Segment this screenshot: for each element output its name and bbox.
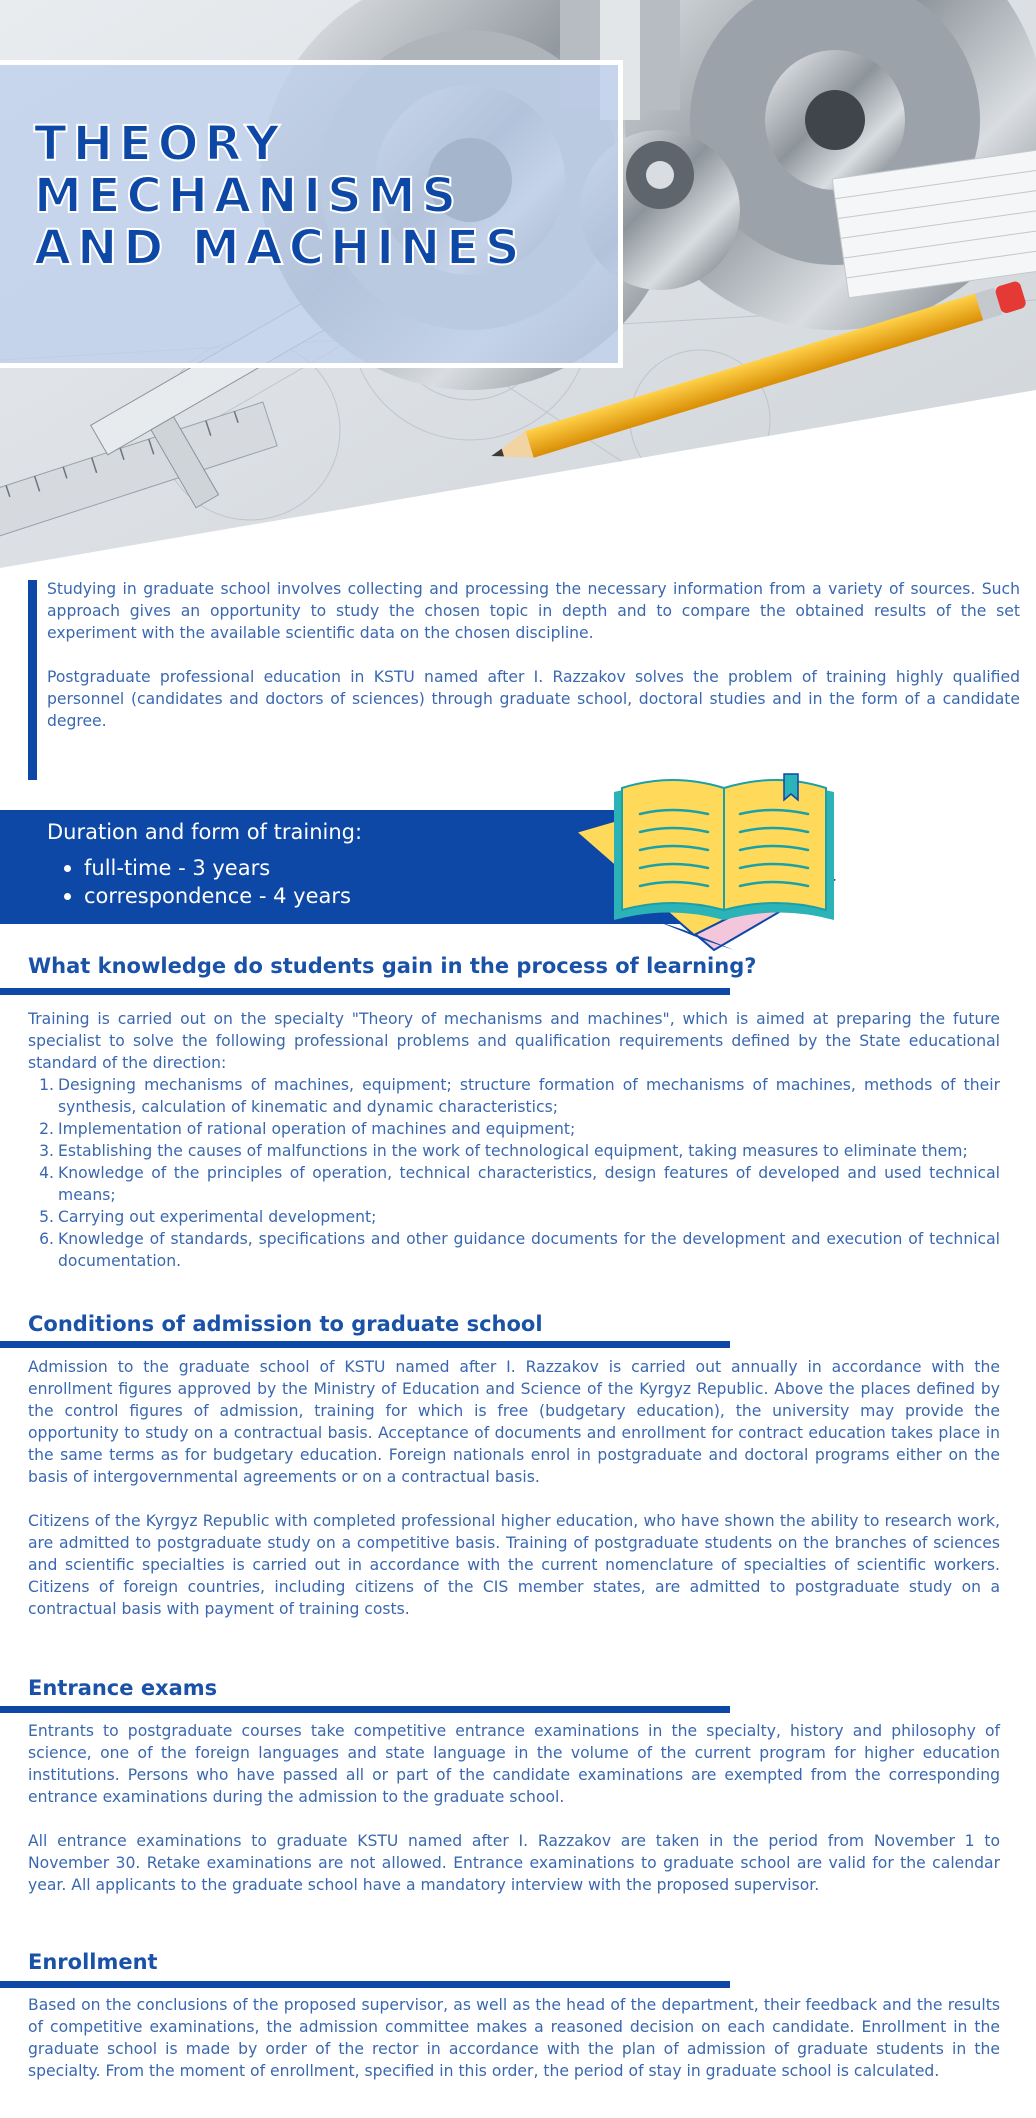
list-item-text: Knowledge of standards, specifications and other guidance documents for the development and execution of technical documentation. [58,1230,1000,1270]
list-item-text: Designing mechanisms of machines, equipment; structure formation of mechanisms of machines, methods of their synthesis, calculation of kinematic and dynamic characteristics; [58,1076,1000,1116]
exams-paragraph-2: All entrance examinations to graduate KSTU named after I. Razzakov are taken in the period from November 1 to November 30. Retake examinations are not allowed. Entrance examinations to graduate school are valid for the calendar year. All applicants to the graduate school have a mandatory interview with the proposed supervisor. [28,1832,1000,1894]
intro-section [47,578,1020,732]
exams-paragraph-1: Entrants to postgraduate courses take competitive entrance examinations in the specialty, history and philosophy of science, one of the foreign languages and state language in the volume of the current program for higher education institutions. Persons who have passed all or part of the candidate examinations are exempted from the corresponding entrance examinations during the admission to the graduate school. [28,1722,1000,1806]
enrollment-paragraph-1: Based on the conclusions of the proposed supervisor, as well as the head of the department, their feedback and the results of competitive examinations, the admission committee makes a reasoned decision on each candidate. Enrollment in the graduate school is made by order of the rector in accordance with the plan of admission of graduate students in the specialty. From the moment of enrollment, specified in this order, the period of stay in graduate school is calculated. [28,1996,1000,2080]
admission-heading: Conditions of admission to graduate school [28,1312,543,1336]
knowledge-divider [0,988,730,995]
duration-list [64,854,351,910]
exams-divider [0,1706,730,1713]
knowledge-list [28,1074,1000,1272]
list-item [28,1140,1000,1162]
intro-accent-bar [28,580,37,780]
list-item-number: 4. [39,1164,54,1182]
open-book-icon [574,770,854,960]
list-item-number: 1. [39,1076,54,1094]
list-item [28,1162,1000,1206]
admission-section [28,1356,1000,1620]
list-item-text: Knowledge of the principles of operation, technical characteristics, design features of developed and used technical means; [58,1164,1000,1204]
intro-paragraph-2: Postgraduate professional education in KSTU named after I. Razzakov solves the problem of training highly qualified personnel (candidates and doctors of sciences) through graduate school, doctoral studies and in the form of a candidate degree. [47,668,1020,730]
list-item-text: Establishing the causes of malfunctions in the work of technological equipment, taking measures to eliminate them; [58,1142,968,1160]
intro-paragraph-1: Studying in graduate school involves collecting and processing the necessary information from a variety of sources. Such approach gives an opportunity to study the chosen topic in depth and to compare the obtained results of the set experiment with the available scientific data on the chosen discipline. [47,580,1020,642]
admission-divider [0,1341,730,1348]
title-line-3: AND MACHINES [34,220,526,276]
knowledge-intro: Training is carried out on the specialty "Theory of mechanisms and machines", which is aimed at preparing the future specialist to solve the following professional problems and qualification requirements defined by the State educational standard of the direction: [28,1010,1000,1072]
duration-item-full-time: full-time - 3 years [64,854,351,882]
list-item [28,1118,1000,1140]
hero-banner [0,0,1036,568]
list-item-number: 6. [39,1230,54,1248]
list-item [28,1228,1000,1272]
list-item-number: 3. [39,1142,54,1160]
exams-heading: Entrance exams [28,1676,218,1700]
list-item [28,1206,1000,1228]
knowledge-heading: What knowledge do students gain in the process of learning? [28,954,757,978]
list-item-number: 5. [39,1208,54,1226]
enrollment-divider [0,1981,730,1988]
list-item-text: Implementation of rational operation of machines and equipment; [58,1120,576,1138]
admission-paragraph-2: Citizens of the Kyrgyz Republic with completed professional higher education, who have shown the ability to research work, are admitted to postgraduate study on a competitive basis. Training of postgraduate students on the branches of sciences and scientific specialties is carried out in accordance with the current nomenclature of specialties of scientific workers. Citizens of foreign countries, including citizens of the CIS member states, are admitted to postgraduate study on a contractual basis with payment of training costs. [28,1512,1000,1618]
enrollment-section [28,1994,1000,2082]
list-item [28,1074,1000,1118]
page-title [34,118,614,274]
title-line-1: THEORY [34,116,286,172]
title-line-2: MECHANISMS [34,168,463,224]
knowledge-section [28,1008,1000,1272]
list-item-text: Carrying out experimental development; [58,1208,377,1226]
admission-paragraph-1: Admission to the graduate school of KSTU named after I. Razzakov is carried out annually in accordance with the enrollment figures approved by the Ministry of Education and Science of the Kyrgyz Republic. Above the places defined by the control figures of admission, training for which is free (budgetary education), the university may provide the opportunity to study on a contractual basis. Acceptance of documents and enrollment for contract education takes place in the same terms as for budgetary education. Foreign nationals enrol in postgraduate and doctoral programs either on the basis of intergovernmental agreements or on a contractual basis. [28,1358,1000,1486]
enrollment-heading: Enrollment [28,1950,158,1974]
exams-section [28,1720,1000,1896]
duration-item-correspondence: correspondence - 4 years [64,882,351,910]
duration-title: Duration and form of training: [47,820,363,844]
list-item-number: 2. [39,1120,54,1138]
